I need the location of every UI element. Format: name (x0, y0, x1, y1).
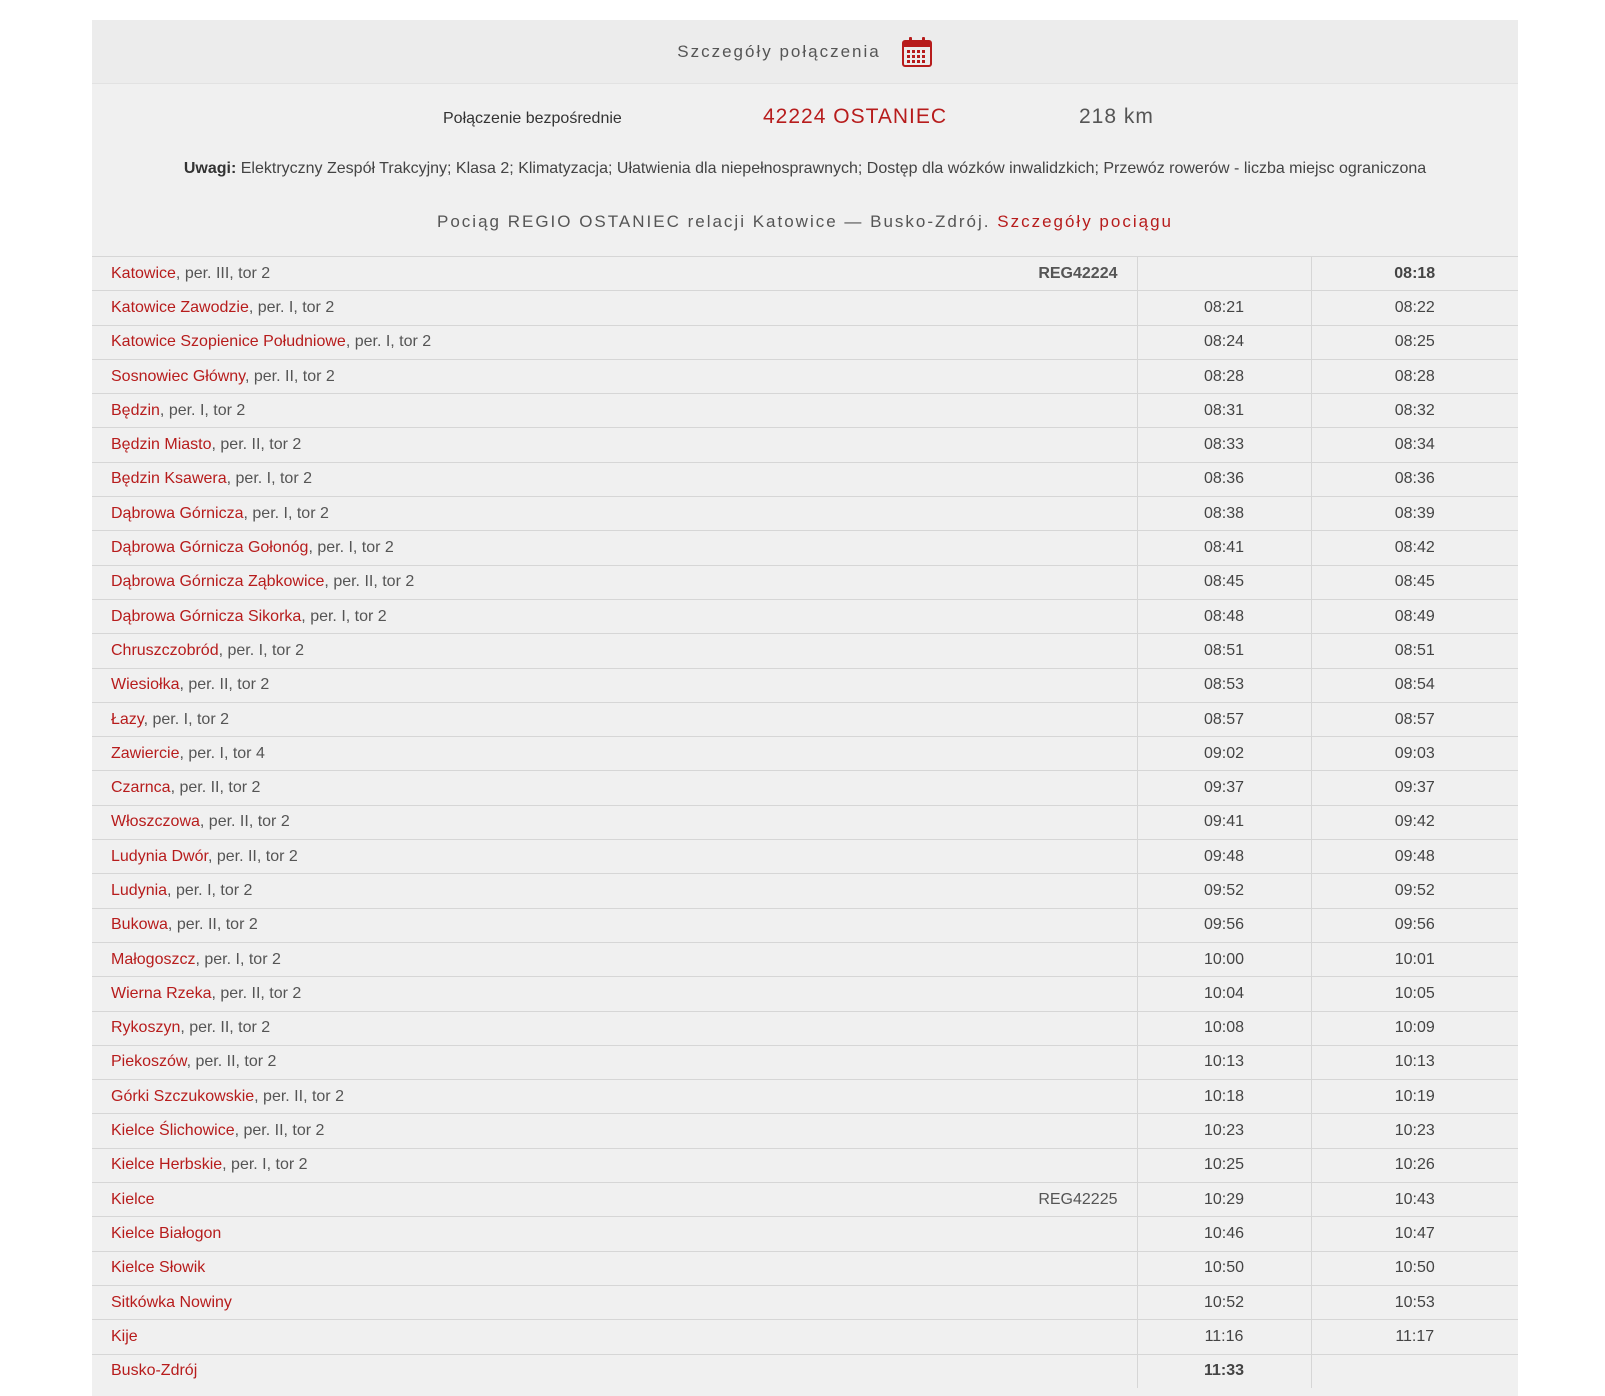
connection-details-header (92, 20, 1518, 84)
station-link[interactable]: Bukowa (111, 916, 168, 934)
arrival-time: 08:31 (1137, 394, 1311, 428)
stop-row (92, 1183, 1518, 1217)
train-relation: Pociąg REGIO OSTANIEC relacji Katowice — Busko-Zdrój. (437, 212, 991, 231)
station-link[interactable]: Piekoszów (111, 1053, 187, 1071)
arrival-time: 10:52 (1137, 1285, 1311, 1319)
stop-row (92, 771, 1518, 805)
station-link[interactable]: Kielce Białogon (111, 1224, 222, 1242)
arrival-time: 09:02 (1137, 737, 1311, 771)
station-link[interactable]: Włoszczowa (111, 813, 200, 831)
platform-info: , per. II, tor 2 (254, 1087, 344, 1105)
arrival-time: 08:48 (1137, 599, 1311, 633)
stop-row (92, 1320, 1518, 1354)
platform-info: , per. II, tor 2 (170, 779, 261, 797)
platform-info: , per. I, tor 2 (167, 881, 253, 899)
stop-station-cell (92, 1183, 1137, 1217)
stop-station-cell (92, 325, 1137, 359)
distance: 218 km (1079, 105, 1154, 128)
departure-time: 09:56 (1311, 908, 1518, 942)
station-link[interactable]: Kielce Słowik (111, 1259, 206, 1277)
arrival-time: 08:57 (1137, 702, 1311, 736)
arrival-time: 08:41 (1137, 531, 1311, 565)
stop-station-cell (92, 1011, 1137, 1045)
departure-time: 08:22 (1311, 291, 1518, 325)
departure-time: 10:01 (1311, 942, 1518, 976)
stop-station-cell (92, 1080, 1137, 1114)
stop-row (92, 291, 1518, 325)
platform-info: , per. I, tor 2 (243, 504, 329, 522)
platform-info: , per. II, tor 2 (199, 813, 290, 831)
departure-time: 10:50 (1311, 1251, 1518, 1285)
station-link[interactable]: Wiesiołka (111, 676, 180, 694)
station-link[interactable]: Dąbrowa Górnicza Ząbkowice (111, 573, 325, 591)
remarks-label: Uwagi: (183, 160, 237, 177)
stops-table (92, 256, 1518, 1388)
departure-time: 10:13 (1311, 1045, 1518, 1079)
departure-time: 11:17 (1311, 1320, 1518, 1354)
stop-station-cell (92, 668, 1137, 702)
station-link[interactable]: Busko-Zdrój (111, 1362, 198, 1380)
station-link[interactable]: Ludynia Dwór (111, 847, 208, 865)
departure-time: 10:47 (1311, 1217, 1518, 1251)
platform-info: , per. I, tor 2 (226, 470, 312, 488)
departure-time (1311, 1354, 1518, 1388)
arrival-time: 10:00 (1137, 942, 1311, 976)
station-link[interactable]: Ludynia (111, 881, 168, 899)
arrival-time: 11:33 (1137, 1354, 1311, 1388)
stop-row (92, 1217, 1518, 1251)
stop-row (92, 908, 1518, 942)
arrival-time: 09:52 (1137, 874, 1311, 908)
train-number: 42224 OSTANIEC (763, 105, 948, 128)
departure-time: 10:19 (1311, 1080, 1518, 1114)
stop-row (92, 394, 1518, 428)
platform-info: , per. I, tor 4 (179, 744, 265, 762)
arrival-time: 08:28 (1137, 359, 1311, 393)
departure-time: 08:32 (1311, 394, 1518, 428)
stop-station-cell (92, 942, 1137, 976)
stop-row (92, 257, 1518, 291)
arrival-time: 08:21 (1137, 291, 1311, 325)
calendar-icon[interactable] (901, 36, 933, 68)
stop-row (92, 668, 1518, 702)
arrival-time: 09:37 (1137, 771, 1311, 805)
arrival-time: 10:29 (1137, 1183, 1311, 1217)
station-link[interactable]: Kielce Herbskie (111, 1156, 223, 1174)
stop-row (92, 1148, 1518, 1182)
departure-time: 08:39 (1311, 497, 1518, 531)
platform-info: , per. I, tor 2 (222, 1156, 308, 1174)
arrival-time: 10:25 (1137, 1148, 1311, 1182)
stop-row (92, 737, 1518, 771)
departure-time: 08:57 (1311, 702, 1518, 736)
stop-station-cell (92, 874, 1137, 908)
station-link[interactable]: Zawiercie (111, 744, 180, 762)
connection-type: Połączenie bezpośrednie (443, 110, 622, 127)
departure-time: 08:54 (1311, 668, 1518, 702)
train-details-link[interactable]: Szczegóły pociągu (997, 212, 1173, 231)
platform-info: , per. II, tor 2 (180, 1019, 271, 1037)
stop-station-cell (92, 599, 1137, 633)
connection-details-title: Szczegóły połączenia (677, 41, 881, 61)
platform-info: , per. II, tor 2 (244, 367, 335, 385)
stop-row (92, 359, 1518, 393)
departure-time: 08:49 (1311, 599, 1518, 633)
stop-row (92, 1045, 1518, 1079)
platform-info: , per. II, tor 2 (234, 1122, 325, 1140)
platform-info: , per. II, tor 2 (207, 847, 298, 865)
arrival-time: 10:18 (1137, 1080, 1311, 1114)
stop-station-cell (92, 1217, 1137, 1251)
station-link[interactable]: Kije (111, 1327, 138, 1345)
platform-info: , per. I, tor 2 (301, 607, 387, 625)
train-code: REG42225 (1038, 1190, 1118, 1208)
departure-time: 10:53 (1311, 1285, 1518, 1319)
stop-station-cell (92, 1354, 1137, 1388)
stop-row (92, 977, 1518, 1011)
arrival-time (1137, 257, 1311, 291)
stop-row (92, 840, 1518, 874)
departure-time: 08:34 (1311, 428, 1518, 462)
station-link[interactable]: Dąbrowa Górnicza (111, 504, 244, 522)
arrival-time: 10:50 (1137, 1251, 1311, 1285)
remarks (92, 160, 1518, 178)
arrival-time: 10:46 (1137, 1217, 1311, 1251)
station-link[interactable]: Dąbrowa Górnicza Gołonóg (111, 539, 309, 557)
platform-info: , per. I, tor 2 (248, 298, 335, 316)
platform-info: , per. I, tor 2 (159, 401, 246, 419)
arrival-time: 08:53 (1137, 668, 1311, 702)
platform-info: , per. I, tor 2 (195, 950, 281, 968)
station-link[interactable]: Katowice (111, 264, 176, 282)
arrival-time: 11:16 (1137, 1320, 1311, 1354)
stop-station-cell (92, 908, 1137, 942)
station-link[interactable]: Czarnca (111, 779, 171, 797)
platform-info: , per. II, tor 2 (211, 984, 302, 1002)
arrival-time: 08:36 (1137, 462, 1311, 496)
stop-station-cell (92, 1045, 1137, 1079)
stop-row (92, 874, 1518, 908)
stop-station-cell (92, 1251, 1137, 1285)
arrival-time: 09:56 (1137, 908, 1311, 942)
stop-row (92, 428, 1518, 462)
departure-time: 10:05 (1311, 977, 1518, 1011)
arrival-time: 09:48 (1137, 840, 1311, 874)
stop-row (92, 531, 1518, 565)
departure-time: 08:25 (1311, 325, 1518, 359)
stop-row (92, 805, 1518, 839)
departure-time: 10:23 (1311, 1114, 1518, 1148)
stop-station-cell (92, 805, 1137, 839)
stop-row (92, 565, 1518, 599)
arrival-time: 10:08 (1137, 1011, 1311, 1045)
stop-station-cell (92, 257, 1137, 291)
platform-info: , per. II, tor 2 (186, 1053, 277, 1071)
arrival-time: 08:45 (1137, 565, 1311, 599)
station-link[interactable]: Kielce (111, 1190, 155, 1208)
stop-row (92, 1285, 1518, 1319)
stop-station-cell (92, 771, 1137, 805)
stop-station-cell (92, 462, 1137, 496)
platform-info: , per. I, tor 2 (308, 539, 394, 557)
platform-info: , per. I, tor 2 (143, 710, 229, 728)
platform-info: , per. III, tor 2 (175, 264, 271, 282)
departure-time: 10:43 (1311, 1183, 1518, 1217)
station-link[interactable]: Będzin Miasto (111, 436, 212, 454)
departure-time: 08:45 (1311, 565, 1518, 599)
station-link[interactable]: Wierna Rzeka (111, 984, 212, 1002)
stop-station-cell (92, 840, 1137, 874)
station-link[interactable]: Sitkówka Nowiny (111, 1293, 232, 1311)
departure-time: 09:37 (1311, 771, 1518, 805)
stop-station-cell (92, 565, 1137, 599)
stop-station-cell (92, 1114, 1137, 1148)
stop-station-cell (92, 1148, 1137, 1182)
stop-row (92, 599, 1518, 633)
stop-row (92, 1080, 1518, 1114)
platform-info: , per. I, tor 2 (345, 333, 432, 351)
stop-station-cell (92, 428, 1137, 462)
departure-time: 08:51 (1311, 634, 1518, 668)
stop-station-cell (92, 702, 1137, 736)
stop-row (92, 634, 1518, 668)
stop-row (92, 1114, 1518, 1148)
station-link[interactable]: Katowice Zawodzie (111, 298, 249, 316)
arrival-time: 10:04 (1137, 977, 1311, 1011)
arrival-time: 08:24 (1137, 325, 1311, 359)
stop-station-cell (92, 634, 1137, 668)
stop-station-cell (92, 394, 1137, 428)
departure-time: 08:36 (1311, 462, 1518, 496)
stop-station-cell (92, 1285, 1137, 1319)
departure-time: 09:42 (1311, 805, 1518, 839)
platform-info: , per. I, tor 2 (218, 641, 304, 659)
platform-info: , per. II, tor 2 (167, 916, 258, 934)
departure-time: 09:52 (1311, 874, 1518, 908)
train-description (92, 212, 1518, 232)
arrival-time: 08:38 (1137, 497, 1311, 531)
departure-time: 08:18 (1311, 257, 1518, 291)
stop-row (92, 1251, 1518, 1285)
arrival-time: 08:51 (1137, 634, 1311, 668)
station-link[interactable]: Górki Szczukowskie (111, 1087, 255, 1105)
connection-details-panel (92, 20, 1518, 1396)
departure-time: 08:42 (1311, 531, 1518, 565)
departure-time: 08:28 (1311, 359, 1518, 393)
station-link[interactable]: Małogoszcz (111, 950, 196, 968)
stop-station-cell (92, 1320, 1137, 1354)
arrival-time: 09:41 (1137, 805, 1311, 839)
stop-row (92, 1011, 1518, 1045)
arrival-time: 10:23 (1137, 1114, 1311, 1148)
station-link[interactable]: Sosnowiec Główny (111, 367, 245, 385)
stop-station-cell (92, 359, 1137, 393)
departure-time: 10:09 (1311, 1011, 1518, 1045)
platform-info: , per. II, tor 2 (179, 676, 270, 694)
platform-info: , per. II, tor 2 (211, 436, 302, 454)
station-link[interactable]: Będzin (111, 401, 160, 419)
stop-station-cell (92, 291, 1137, 325)
departure-time: 09:48 (1311, 840, 1518, 874)
station-link[interactable]: Chruszczobród (111, 641, 219, 659)
platform-info: , per. II, tor 2 (324, 573, 415, 591)
stop-row (92, 702, 1518, 736)
stop-station-cell (92, 531, 1137, 565)
arrival-time: 10:13 (1137, 1045, 1311, 1079)
arrival-time: 08:33 (1137, 428, 1311, 462)
station-link[interactable]: Będzin Ksawera (111, 470, 227, 488)
departure-time: 09:03 (1311, 737, 1518, 771)
stop-station-cell (92, 737, 1137, 771)
stop-row (92, 497, 1518, 531)
stop-station-cell (92, 497, 1137, 531)
stop-row (92, 325, 1518, 359)
station-link[interactable]: Kielce Ślichowice (111, 1122, 235, 1140)
train-code: REG42224 (1038, 264, 1118, 282)
stop-row (92, 942, 1518, 976)
station-link[interactable]: Łazy (111, 710, 144, 728)
stop-row (92, 462, 1518, 496)
station-link[interactable]: Dąbrowa Górnicza Sikorka (111, 607, 302, 625)
stop-station-cell (92, 977, 1137, 1011)
remarks-text: Elektryczny Zespół Trakcyjny; Klasa 2; Klimatyzacja; Ułatwienia dla niepełnosprawnych; Dostęp dla wózków inwalidzkich; Przewóz rowerów - liczba miejsc ograniczona (236, 160, 1427, 177)
station-link[interactable]: Rykoszyn (111, 1019, 181, 1037)
station-link[interactable]: Katowice Szopienice Południowe (111, 333, 346, 351)
departure-time: 10:26 (1311, 1148, 1518, 1182)
connection-summary (92, 84, 1518, 256)
stop-row (92, 1354, 1518, 1388)
